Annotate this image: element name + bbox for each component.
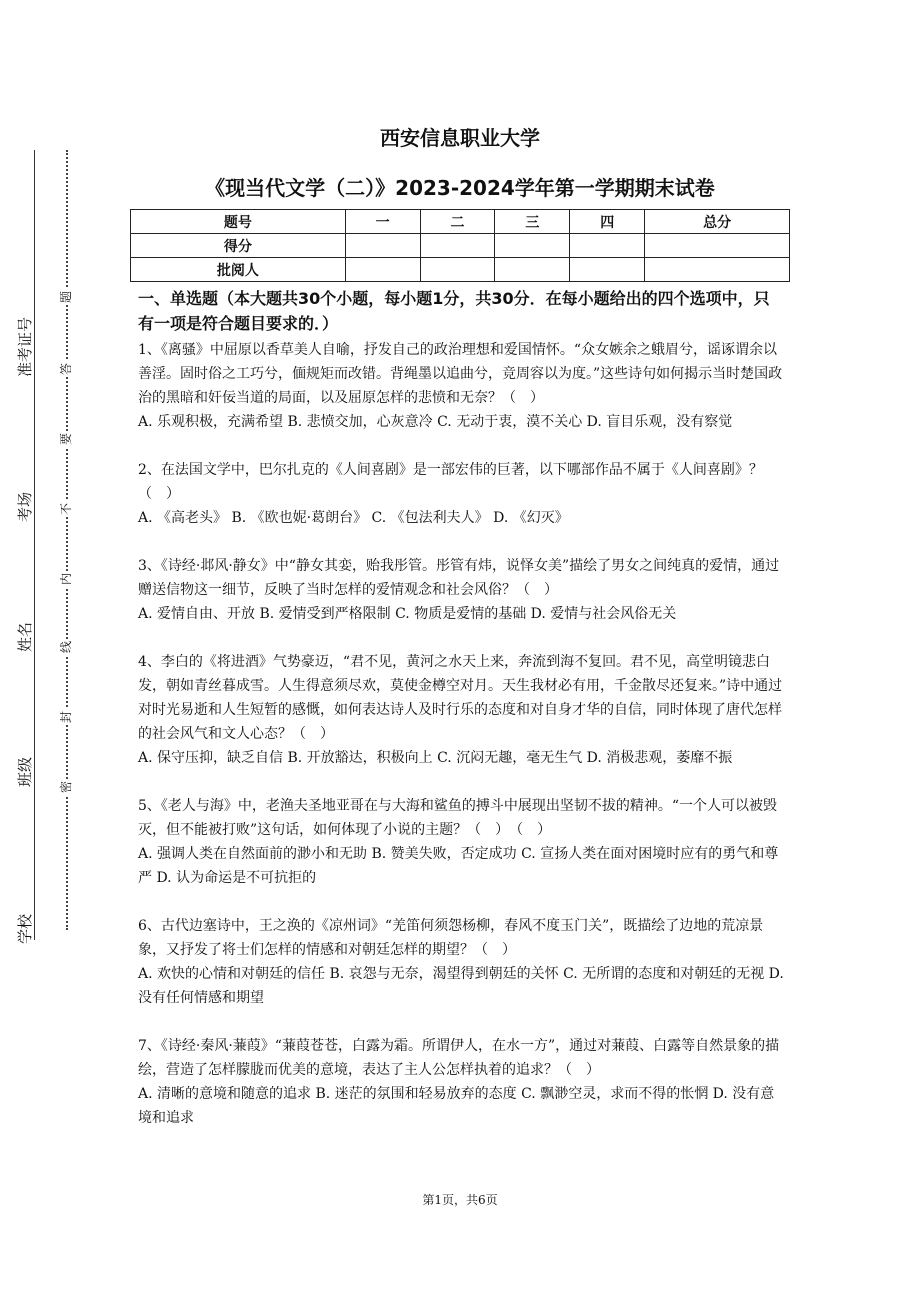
- score-row: [131, 234, 790, 258]
- header-part-4: 四: [570, 210, 645, 234]
- label-class: 班级: [16, 756, 34, 787]
- reviewer-cell: [345, 258, 420, 282]
- seal-char: 封: [59, 711, 73, 724]
- exam-title: 《现当代文学（二）》2023-2024学年第一学期期末试卷: [205, 176, 715, 200]
- page-footer: 第1页，共6页: [422, 1193, 498, 1207]
- score-table-header-row: [131, 210, 790, 234]
- question-options: A. 《高老头》 B. 《欧也妮·葛朗台》 C. 《包法利夫人》 D. 《幻灭》: [138, 510, 569, 526]
- header-part-2: 二: [420, 210, 495, 234]
- label-name: 姓名: [16, 621, 34, 652]
- question-stem: 7、《诗经·秦风·蒹葭》“蒹葭苍苍，白露为霜。所谓伊人，在水一方”，通过对蒹葭、白露等自然景象的描绘，营造了怎样朦胧而优美的意境，表达了主人公怎样执着的追求？（ ）: [138, 1038, 780, 1078]
- question-6: [138, 914, 784, 1010]
- school-title: 西安信息职业大学: [380, 126, 540, 150]
- question-options: A. 强调人类在自然面前的渺小和无助 B. 赞美失败，否定成功 C. 宣扬人类在面对困境时应有的勇气和尊严 D. 认为命运是不可抗拒的: [138, 846, 779, 886]
- question-1: [138, 338, 784, 434]
- reviewer-cell: [495, 258, 570, 282]
- header-question-number: 题号: [131, 210, 346, 234]
- seal-char: 线: [59, 641, 73, 654]
- question-stem: 5、《老人与海》中，老渔夫圣地亚哥在与大海和鲨鱼的搏斗中展现出坚韧不拔的精神。“一个人可以被毁灭，但不能被打败”这句话，如何体现了小说的主题？（ ） （ ）: [138, 798, 778, 838]
- header-part-3: 三: [495, 210, 570, 234]
- binding-line: [34, 150, 35, 940]
- row-label-reviewer: 批阅人: [131, 258, 346, 282]
- label-exam-number: 准考证号: [16, 316, 34, 377]
- label-school: 学校: [16, 913, 34, 944]
- score-table: [130, 209, 790, 282]
- question-options: A. 爱情自由、开放 B. 爱情受到严格限制 C. 物质是爱情的基础 D. 爱情与社会风俗无关: [138, 606, 677, 622]
- seal-char: 题: [59, 291, 73, 304]
- question-stem: 6、古代边塞诗中，王之涣的《凉州词》“羌笛何须怨杨柳，春风不度玉门关”，既描绘了边地的荒凉景象，又抒发了将士们怎样的情感和对朝廷怎样的期望？（ ）: [138, 918, 764, 958]
- label-exam-room: 考场: [16, 491, 34, 522]
- section-heading: 一、单选题（本大题共30个小题，每小题1分，共30分．在每小题给出的四个选项中，只有一项是符合题目要求的．）: [138, 289, 770, 333]
- header-part-1: 一: [345, 210, 420, 234]
- exam-content: [138, 286, 784, 1130]
- question-options: A. 乐观积极，充满希望 B. 悲愤交加，心灰意冷 C. 无动于衷，漠不关心 D. 盲目乐观，没有察觉: [138, 414, 733, 430]
- question-options: A. 保守压抑，缺乏自信 B. 开放豁达，积极向上 C. 沉闷无趣，毫无生气 D. 消极悲观，萎靡不振: [138, 750, 733, 766]
- reviewer-cell: [645, 258, 790, 282]
- reviewer-row: [131, 258, 790, 282]
- row-label-score: 得分: [131, 234, 346, 258]
- question-options: A. 欢快的心情和对朝廷的信任 B. 哀怨与无奈，渴望得到朝廷的关怀 C. 无所谓的态度和对朝廷的无视 D. 没有任何情感和期望: [138, 966, 784, 1006]
- question-5: [138, 794, 784, 890]
- question-stem: 2、在法国文学中，巴尔扎克的《人间喜剧》是一部宏伟的巨著，以下哪部作品不属于《人间喜剧》？（ ）: [138, 462, 763, 502]
- question-options: A. 清晰的意境和随意的追求 B. 迷茫的氛围和轻易放弃的态度 C. 飘渺空灵，求而不得的怅惘 D. 没有意境和追求: [138, 1086, 775, 1126]
- seal-char: 不: [59, 503, 73, 516]
- seal-char: 答: [59, 363, 73, 376]
- question-stem: 3、《诗经·邶风·静女》中“静女其娈，贻我彤管。彤管有炜，说怿女美”描绘了男女之间纯真的爱情，通过赠送信物这一细节，反映了当时怎样的爱情观念和社会风俗？（ ）: [138, 558, 780, 598]
- seal-char: 要: [59, 433, 73, 446]
- question-4: [138, 650, 784, 770]
- seal-char: 内: [59, 573, 73, 586]
- score-cell: [345, 234, 420, 258]
- question-stem: 4、李白的《将进酒》气势豪迈，“君不见，黄河之水天上来，奔流到海不复回。君不见，高堂明镜悲白发，朝如青丝暮成雪。人生得意须尽欢，莫使金樽空对月。天生我材必有用，千金散尽还复来。”诗中通过对时光易逝和人生短暂的感慨，如何表达诗人及时行乐的态度和对自身才华的自信，同时体现了唐代怎样的社会风气和文人心态？（ ）: [138, 654, 783, 742]
- score-cell: [420, 234, 495, 258]
- score-cell: [495, 234, 570, 258]
- score-cell: [645, 234, 790, 258]
- seal-char: 密: [59, 781, 73, 794]
- question-7: [138, 1034, 784, 1130]
- question-2: [138, 458, 784, 530]
- reviewer-cell: [420, 258, 495, 282]
- reviewer-cell: [570, 258, 645, 282]
- question-3: [138, 554, 784, 626]
- question-stem: 1、《离骚》中屈原以香草美人自喻，抒发自己的政治理想和爱国情怀。“众女嫉余之蛾眉兮，谣诼谓余以善淫。固时俗之工巧兮，偭规矩而改错。背绳墨以追曲兮，竞周容以为度。”这些诗句如何揭示当时楚国政治的黑暗和奸佞当道的局面，以及屈原怎样的悲愤和无奈？（ ）: [138, 342, 783, 406]
- header-total: 总分: [645, 210, 790, 234]
- seal-dotted-line: [66, 150, 68, 930]
- score-cell: [570, 234, 645, 258]
